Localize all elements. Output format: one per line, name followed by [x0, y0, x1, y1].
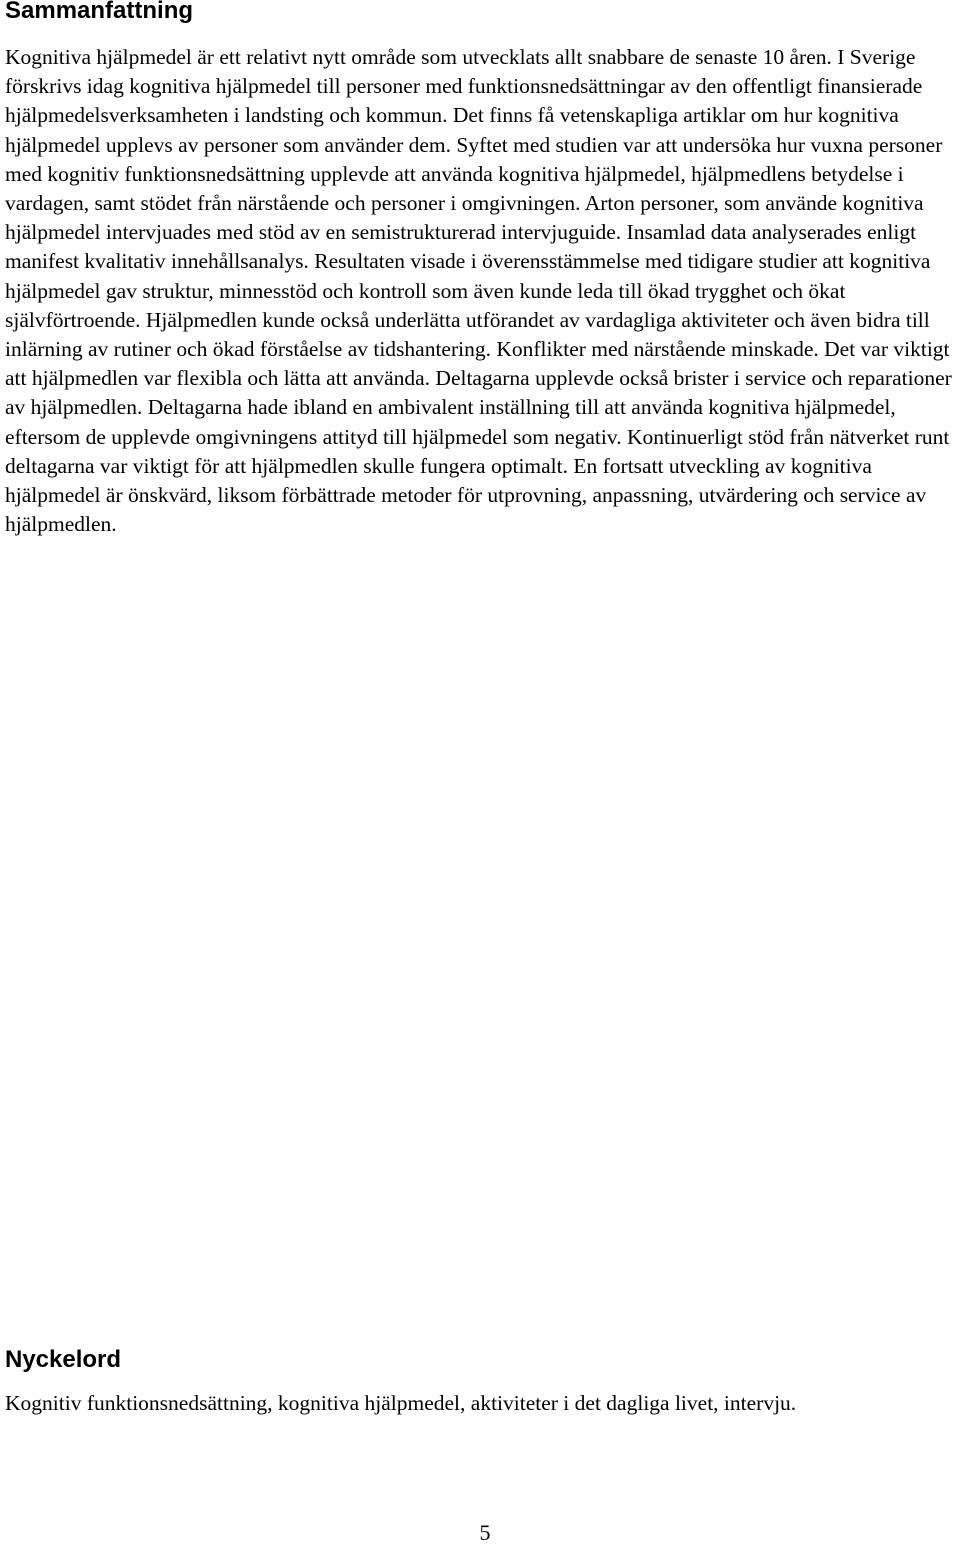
summary-heading: Sammanfattning — [5, 0, 194, 24]
summary-paragraph: Kognitiva hjälpmedel är ett relativt nytt område som utvecklats allt snabbare de senaste 10 åren. I Sverige förskrivs idag kognitiva hjälpmedel till personer med funktionsnedsättningar av den offentligt finansierade hjälpmedelsverksamheten i landsting och kommun. Det finns få vetenskapliga artiklar om hur kognitiva hjälpmedel upplevs av personer som använder dem. Syftet med studien var att undersöka hur vuxna personer med kognitiv funktionsnedsättning upplevde att använda kognitiva hjälpmedel, hjälpmedlens betydelse i vardagen, samt stödet från närstående och personer i omgivningen. Arton personer, som använde kognitiva hjälpmedel intervjuades med stöd av en semistrukturerad intervjuguide. Insamlad data analyserades enligt manifest kvalitativ innehållsanalys. Resultaten visade i överensstämmelse med tidigare studier att kognitiva hjälpmedel gav struktur, minnesstöd och kontroll som även kunde leda till ökad trygghet och ökat självförtroende. Hjälpmedlen kunde också underlätta utförandet av vardagliga aktiviteter och även bidra till inlärning av rutiner och ökad förståelse av tidshantering. Konflikter med närstående minskade. Det var viktigt att hjälpmedlen var flexibla och lätta att använda. Deltagarna upplevde också brister i service och reparationer av hjälpmedlen. Deltagarna hade ibland en ambivalent inställning till att använda kognitiva hjälpmedel, eftersom de upplevde omgivningens attityd till hjälpmedel som negativ. Kontinuerligt stöd från nätverket runt deltagarna var viktigt för att hjälpmedlen skulle fungera optimalt. En fortsatt utveckling av kognitiva hjälpmedel är önskvärd, liksom förbättrade metoder för utprovning, anpassning, utvärdering och service av hjälpmedlen. — [5, 45, 952, 537]
keywords-heading: Nyckelord — [5, 1346, 122, 1373]
page-number: 5 — [479, 1520, 491, 1545]
keywords-paragraph: Kognitiv funktionsnedsättning, kognitiva hjälpmedel, aktiviteter i det dagliga livet, intervju. — [5, 1391, 797, 1415]
